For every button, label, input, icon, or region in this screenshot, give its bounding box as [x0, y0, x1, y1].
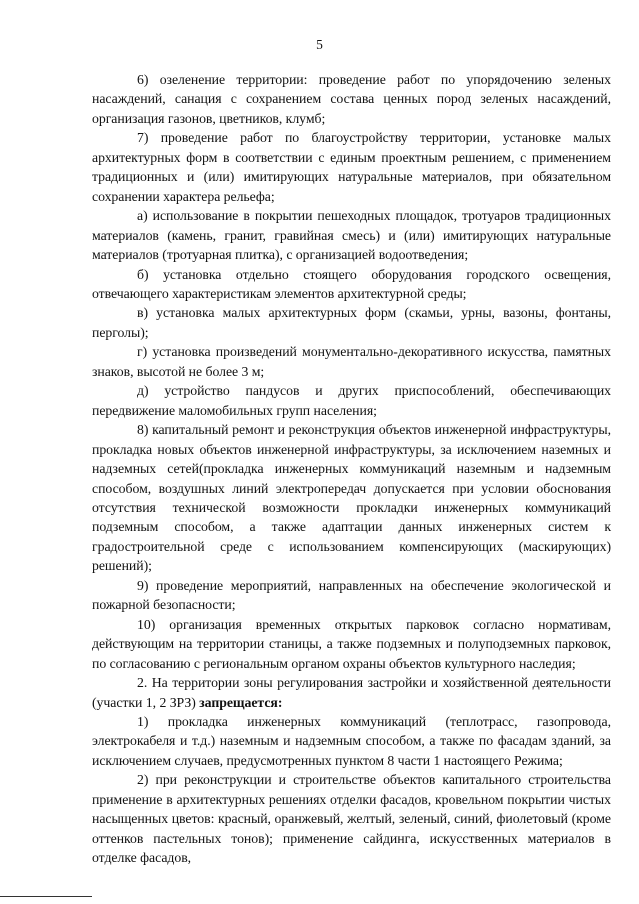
paragraph-item-9: 9) проведение мероприятий, направленных на обеспечение экологической и пожарной безопасности; [92, 577, 611, 613]
paragraph-item-6: 6) озеленение территории: проведение работ по упорядочению зеленых насаждений, санация с сохранением состава ценных пород зеленых насаждений, организация газонов, цветников, клумб; [92, 72, 611, 126]
section-2-heading [92, 673, 611, 712]
paragraph-subitem-b: б) установка отдельно стоящего оборудования городского освещения, отвечающего характеристикам элементов архитектурной среды; [92, 266, 611, 301]
section-2-prohibited-label: запрещается: [199, 694, 283, 710]
paragraph-subitem-d: д) устройство пандусов и других приспособлений, обеспечивающих передвижение маломобильных групп населения; [92, 383, 611, 418]
paragraph-item-8: 8) капитальный ремонт и реконструкция объектов инженерной инфраструктуры, прокладка новых объектов инженерной инфраструктуры, за исключением наземных и надземных сетей(прокладка инженерных коммуникаций наземным и надземным способом, воздушных линий электропередач допускается при условии обоснования отсутствия технической возможности прокладки инженерных коммуникаций подземным способом, а также адаптации данных инженерных систем к градостроительной среде с использованием компенсирующих (маскирующих) решений); [92, 422, 611, 574]
paragraph-item-7: 7) проведение работ по благоустройству территории, установке малых архитектурных форм в соответствии с единым проектным решением, с применением традиционных и (или) имитирующих натуральные материалов, при обязательном сохранении характера рельефа; [92, 130, 611, 204]
paragraph-subitem-a: а) использование в покрытии пешеходных площадок, тротуаров традиционных материалов (камень, гранит, гравийная смесь) и (или) имитирующих натуральные материалов (тротуарная плитка), с организацией водоотведения; [92, 208, 611, 263]
paragraph-prohibition-1: 1) прокладка инженерных коммуникаций (теплотрасс, газопровода, электрокабеля и т.д.) наземным и надземным способом, а также по фасадам зданий, за исключением случаев, предусмотренных пунктом 8 части 1 настоящего Режима; [92, 713, 611, 768]
paragraph-prohibition-2: 2) при реконструкции и строительстве объектов капитального строительства применение в архитектурных решениях отделки фасадов, кровельном покрытии чистых насыщенных цветов: красный, оранжевый, желтый, зеленый, синий, фиолетовый (кроме оттенков пастельных тонов); применение сайдинга, искусственных материалов в отделке фасадов, [92, 772, 611, 866]
paragraph-subitem-g: г) установка произведений монументально-декоративного искусства, памятных знаков, высотой не более 3 м; [92, 344, 611, 379]
document-body [92, 70, 611, 868]
section-2-lead: 2. На территории зоны регулирования застройки и хозяйственной деятельности (участки 1, 2 ЗРЗ) [92, 675, 611, 710]
paragraph-subitem-v: в) установка малых архитектурных форм (скамьи, урны, вазоны, фонтаны, перголы); [92, 305, 611, 340]
footer-rule [0, 896, 92, 897]
paragraph-item-10: 10) организация временных открытых парковок согласно нормативам, действующим на территории станицы, а также подземных и полуподземных парковок, по согласованию с региональным органом охраны объектов культурного наследия; [92, 616, 611, 671]
page-number: 5 [316, 37, 323, 52]
